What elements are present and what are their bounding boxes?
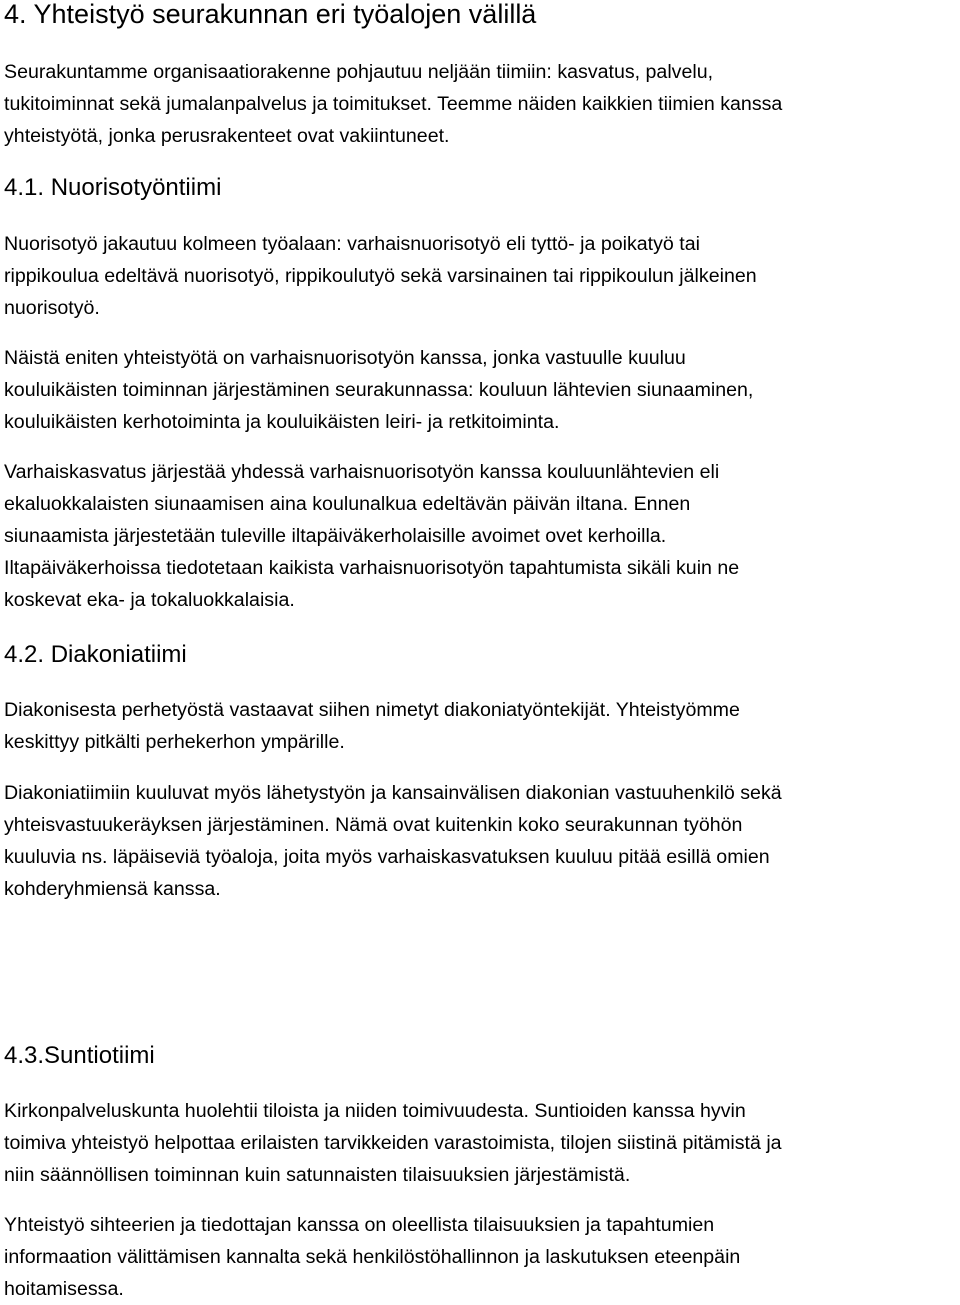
section-4-3-paragraph-1: Kirkonpalveluskunta huolehtii tiloista ja niiden toimivuudesta. Suntioiden kanssa hyvin toimiva yhteistyö helpottaa erilaisten tarvikkeiden varastoimista, tilojen siistinä pitämistä ja niin säännöllisen toiminnan kuin satunnaisten tilaisuuksien järjestämistä. (4, 1100, 782, 1186)
section-4-2-paragraph-2: Diakoniatiimiin kuuluvat myös lähetystyön ja kansainvälisen diakonian vastuuhenkilö sekä yhteisvastuukeräyksen järjestäminen. Nämä ovat kuitenkin koko seurakunnan työhön kuuluvia ns. läpäiseviä työaloja, joita myös varhaiskasvatuksen kuuluu pitää esillä omien kohderyhmiensä kanssa. (4, 782, 782, 900)
section-4-1-paragraph-2: Näistä eniten yhteistyötä on varhaisnuorisotyön kanssa, jonka vastuulle kuuluu kouluikäisten toiminnan järjestäminen seurakunnassa: kouluun lähtevien siunaaminen, kouluikäisten kerhotoiminta ja kouluikäisten leiri- ja retkitoiminta. (4, 347, 754, 433)
section-4-heading: 4. Yhteistyö seurakunnan eri työalojen välillä (4, 0, 537, 29)
section-4-2-paragraph-1: Diakonisesta perhetyöstä vastaavat siihen nimetyt diakoniatyöntekijät. Yhteistyömme keskittyy pitkälti perhekerhon ympärille. (4, 699, 740, 753)
section-4-1-paragraph-1: Nuorisotyö jakautuu kolmeen työalaan: varhaisnuorisotyö eli tyttö- ja poikatyö tai rippikoulua edeltävä nuorisotyö, rippikoulutyö sekä varsinainen tai rippikoulun jälkeinen nuorisotyö. (4, 233, 757, 319)
section-4-1-paragraph-3: Varhaiskasvatus järjestää yhdessä varhaisnuorisotyön kanssa kouluunlähtevien eli ekaluokkalaisten siunaamisen aina koulunalkua edeltävän päivän iltana. Ennen siunaamista järjestetään tuleville iltapäiväkerholaisille avoimet ovet kerhoilla. Iltapäiväkerhoissa tiedotetaan kaikista varhaisnuorisotyön tapahtumista sikäli kuin ne koskevat eka- ja tokaluokkalaisia. (4, 461, 740, 611)
section-4-3-paragraph-2: Yhteistyö sihteerien ja tiedottajan kanssa on oleellista tilaisuuksien ja tapahtumien informaation välittämisen kannalta sekä henkilöstöhallinnon ja laskutuksen eteenpäin hoitamisessa. (4, 1214, 741, 1300)
section-4-intro: Seurakuntamme organisaatiorakenne pohjautuu neljään tiimiin: kasvatus, palvelu, tukitoiminnat sekä jumalanpalvelus ja toimitukset. Teemme näiden kaikkien tiimien kanssa yhteistyötä, jonka perusrakenteet ovat vakiintuneet. (4, 61, 783, 147)
section-4-2-heading: 4.2. Diakoniatiimi (4, 641, 187, 668)
section-4-1-heading: 4.1. Nuorisotyöntiimi (4, 174, 222, 201)
section-4-3-heading: 4.3.Suntiotiimi (4, 1042, 155, 1069)
